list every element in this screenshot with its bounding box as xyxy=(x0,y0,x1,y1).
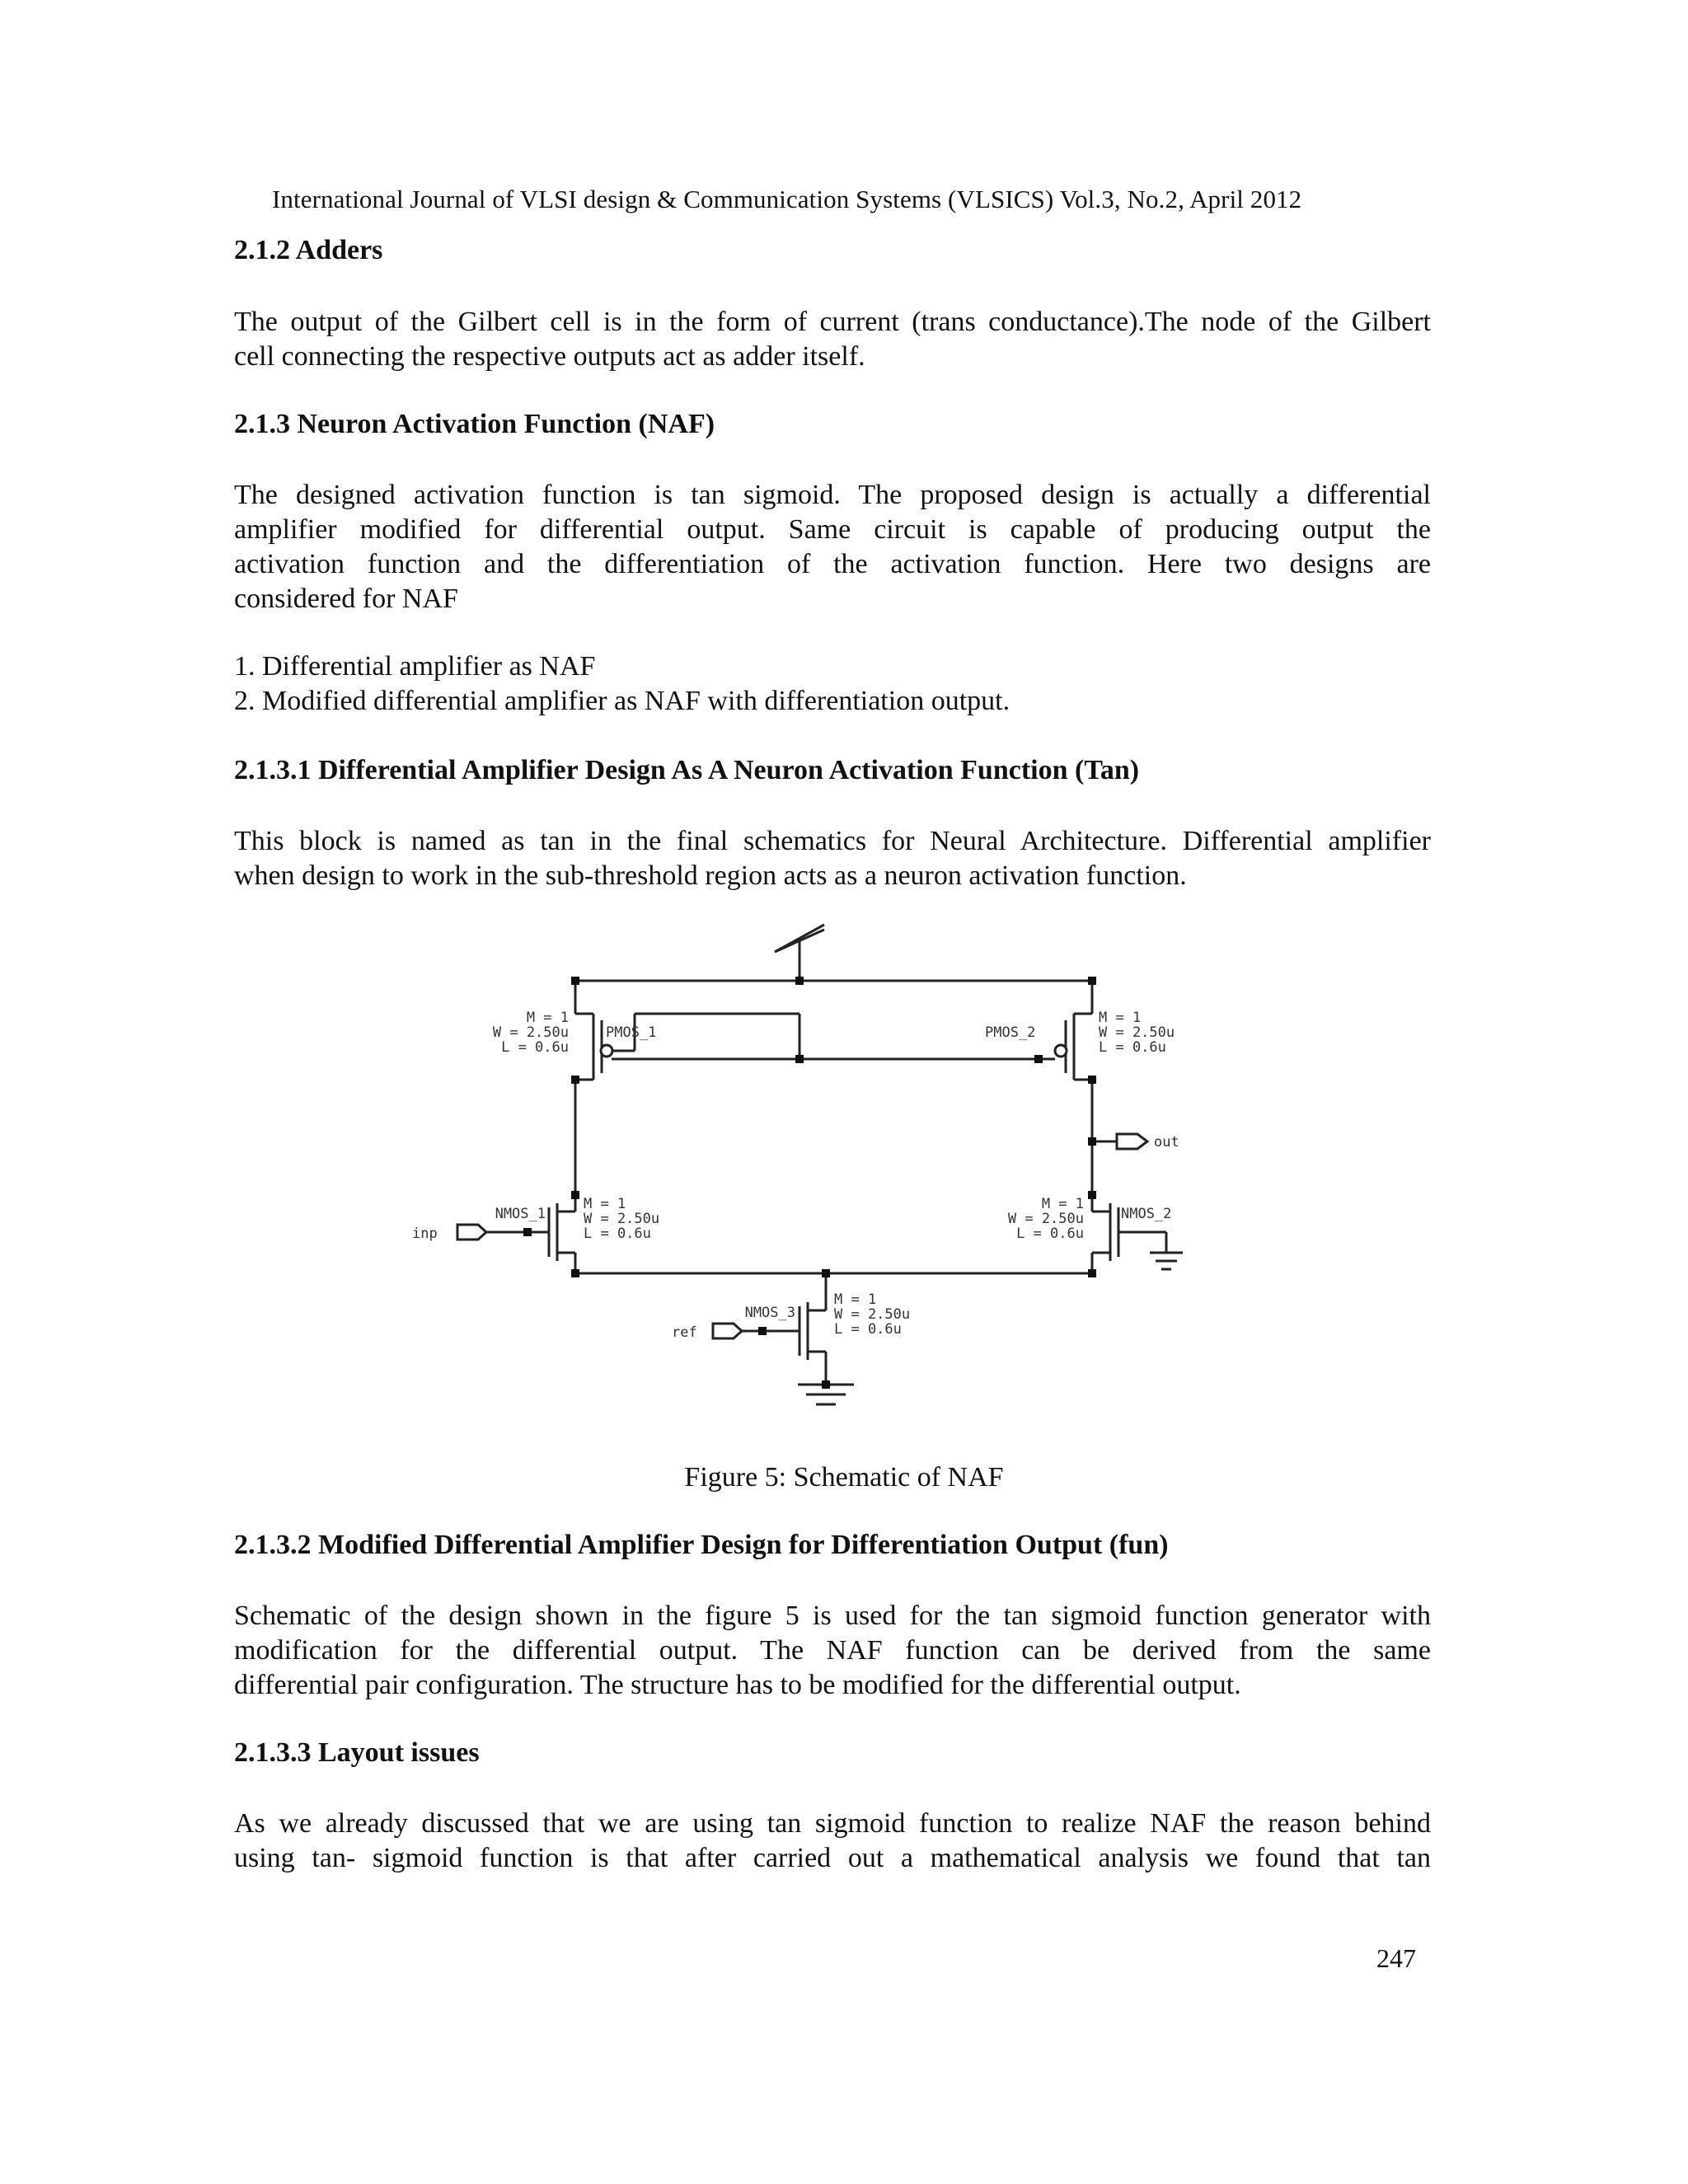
pmos1-l-label: L = 0.6u xyxy=(501,1039,569,1056)
nmos1-name-label: NMOS_1 xyxy=(495,1206,546,1222)
paragraph-modified xyxy=(234,1599,1431,1703)
heading-diff-amp: 2.1.3.1 Differential Amplifier Design As A Neuron Activation Function (Tan) xyxy=(234,755,1140,785)
figure-caption: Figure 5: Schematic of NAF xyxy=(684,1462,1004,1493)
text-line: The designed activation function is tan sigmoid. The proposed design is actually a differential xyxy=(234,480,1431,510)
text-line: activation function and the differentiation of the activation function. Here two designs are xyxy=(234,549,1431,579)
text-line: The output of the Gilbert cell is in the form of current (trans conductance).The node of the Gilbert xyxy=(234,307,1431,337)
list-item: 2. Modified differential amplifier as NAF with differentiation output. xyxy=(234,686,1010,716)
pmos1-name-label: PMOS_1 xyxy=(606,1024,657,1041)
ref-label: ref xyxy=(672,1324,697,1341)
inp-port-icon xyxy=(457,1225,486,1240)
heading-naf: 2.1.3 Neuron Activation Function (NAF) xyxy=(234,409,715,439)
pmos2-m-label: M = 1 xyxy=(1099,1010,1142,1026)
nmos2-w-label: W = 2.50u xyxy=(1007,1211,1084,1227)
naf-schematic-figure xyxy=(396,923,1212,1451)
pmos2-name-label: PMOS_2 xyxy=(985,1024,1036,1041)
pmos1-gate-bubble xyxy=(601,1045,612,1057)
nmos1-w-label: W = 2.50u xyxy=(584,1211,660,1227)
text-line: differential pair configuration. The structure has to be modified for the differential output. xyxy=(234,1670,1241,1700)
page-number: 247 xyxy=(1376,1943,1416,1973)
running-header: International Journal of VLSI design & Communication Systems (VLSICS) Vol.3, No.2, April 2012 xyxy=(272,185,1302,213)
heading-adders: 2.1.2 Adders xyxy=(234,235,383,265)
pmos1-m-label: M = 1 xyxy=(526,1010,569,1026)
paragraph-naf xyxy=(234,478,1431,616)
nmos1-l-label: L = 0.6u xyxy=(584,1226,651,1242)
inp-label: inp xyxy=(412,1226,438,1242)
nmos3-l-label: L = 0.6u xyxy=(834,1321,902,1338)
text-line: amplifier modified for differential output. Same circuit is capable of producing output the xyxy=(234,514,1431,545)
nmos3-name-label: NMOS_3 xyxy=(744,1305,795,1321)
heading-modified: 2.1.3.2 Modified Differential Amplifier Design for Differentiation Output (fun) xyxy=(234,1530,1169,1560)
pmos2-w-label: W = 2.50u xyxy=(1099,1024,1175,1041)
ref-port-icon xyxy=(713,1324,742,1338)
pmos1-w-label: W = 2.50u xyxy=(492,1024,569,1041)
list-item: 1. Differential amplifier as NAF xyxy=(234,651,596,682)
text-line: Schematic of the design shown in the figure 5 is used for the tan sigmoid function generator with xyxy=(234,1601,1431,1631)
paragraph-diff-amp xyxy=(234,824,1431,893)
pmos2-gate-bubble xyxy=(1055,1045,1067,1057)
paragraph-adders xyxy=(234,305,1431,374)
nmos3-m-label: M = 1 xyxy=(834,1291,877,1308)
pmos2-l-label: L = 0.6u xyxy=(1099,1039,1166,1056)
nmos2-name-label: NMOS_2 xyxy=(1121,1206,1172,1222)
nmos2-l-label: L = 0.6u xyxy=(1016,1226,1084,1242)
text-line: when design to work in the sub-threshold region acts as a neuron activation function. xyxy=(234,860,1187,891)
heading-layout: 2.1.3.3 Layout issues xyxy=(234,1737,480,1768)
nmos1-m-label: M = 1 xyxy=(584,1196,626,1212)
out-port-icon xyxy=(1117,1134,1147,1149)
text-line: cell connecting the respective outputs act as adder itself. xyxy=(234,341,865,372)
text-line: using tan- sigmoid function is that after carried out a mathematical analysis we found that tan xyxy=(234,1843,1431,1873)
text-line: considered for NAF xyxy=(234,583,458,614)
circuit-schematic xyxy=(396,923,1212,1451)
text-line: modification for the differential output. The NAF function can be derived from the same xyxy=(234,1635,1431,1666)
text-line: As we already discussed that we are using tan sigmoid function to realize NAF the reason behind xyxy=(234,1808,1431,1839)
text-line: This block is named as tan in the final schematics for Neural Architecture. Differential amplifier xyxy=(234,826,1431,856)
paragraph-layout xyxy=(234,1807,1431,1876)
nmos3-w-label: W = 2.50u xyxy=(834,1306,911,1323)
nmos2-m-label: M = 1 xyxy=(1041,1196,1084,1212)
out-label: out xyxy=(1154,1134,1179,1151)
